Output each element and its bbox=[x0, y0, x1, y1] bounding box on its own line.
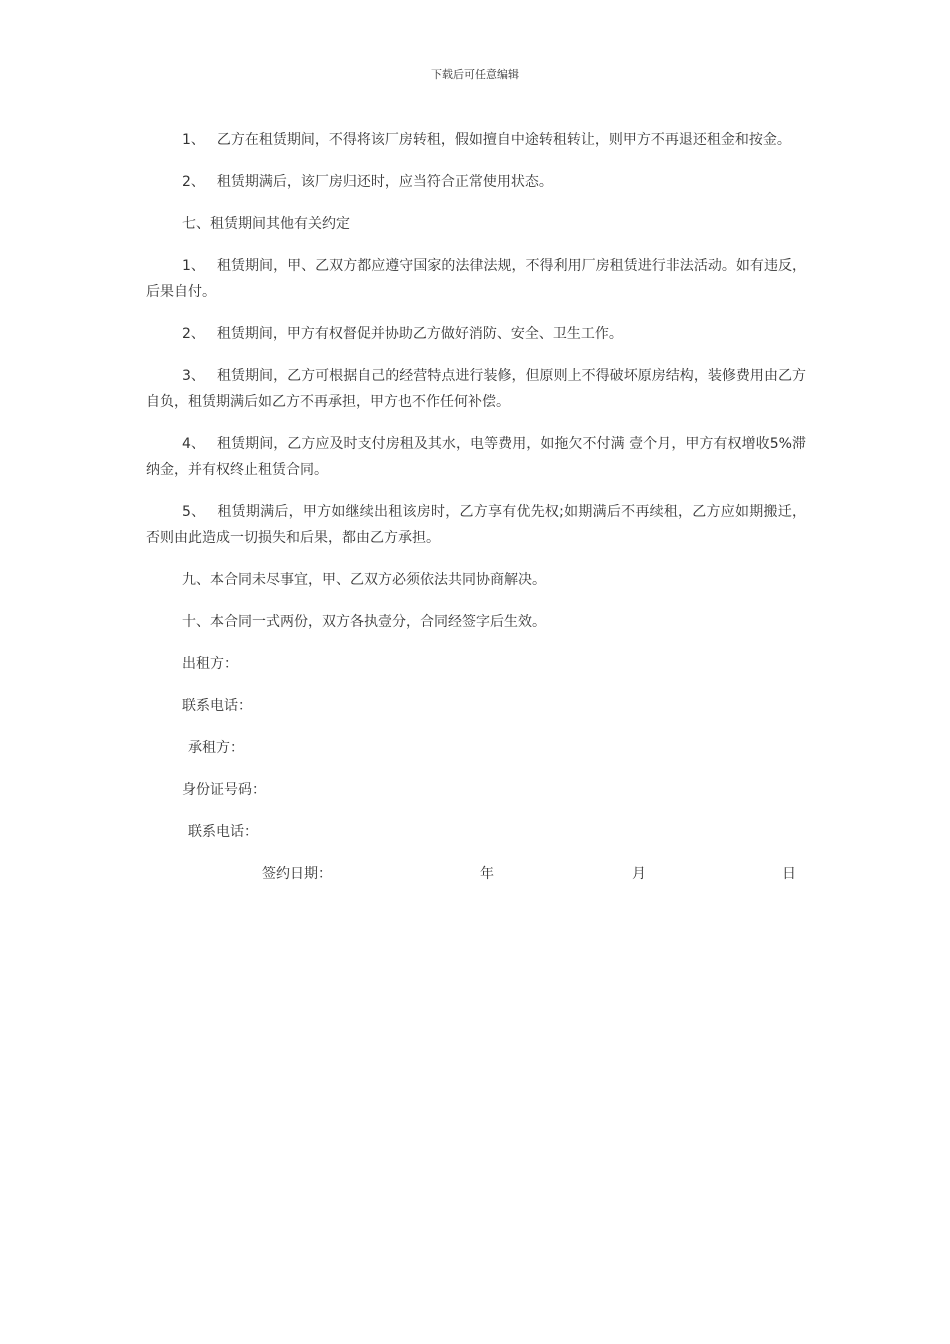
clause-paragraph bbox=[146, 169, 806, 195]
contract-body bbox=[146, 127, 806, 887]
clause-number: 4、 bbox=[182, 436, 206, 452]
clause-text: 租赁期间，甲方有权督促并协助乙方做好消防、安全、卫生工作。 bbox=[216, 326, 623, 342]
clause-text: 租赁期间，乙方可根据自己的经营特点进行装修，但原则上不得破坏原房结构，装修费用由乙方自负，租赁期满后如乙方不再承担，甲方也不作任何补偿。 bbox=[146, 368, 806, 410]
clause-number: 3、 bbox=[182, 368, 205, 384]
lessor-label: 出租方： bbox=[182, 656, 238, 672]
clause-text: 租赁期满后，该厂房归还时，应当符合正常使用状态。 bbox=[216, 174, 553, 190]
clause-text: 租赁期间，甲、乙双方都应遵守国家的法律法规，不得利用厂房租赁进行非法活动。如有违反，后果自付。 bbox=[146, 258, 806, 300]
lessee-phone-label: 联系电话： bbox=[188, 824, 258, 840]
signing-date-label: 签约日期： bbox=[262, 866, 332, 882]
clause-number: 5、 bbox=[182, 504, 206, 520]
clause-paragraph bbox=[146, 321, 806, 347]
page-header: 下载后可任意编辑 bbox=[431, 68, 519, 81]
section-text: 九、本合同未尽事宜，甲、乙双方必须依法共同协商解决。 bbox=[182, 572, 546, 588]
year-label: 年 bbox=[480, 866, 494, 882]
clause-number: 1、 bbox=[182, 258, 205, 274]
lessee-label: 承租方： bbox=[188, 740, 244, 756]
clause-paragraph bbox=[146, 363, 806, 415]
section-heading-text: 七、租赁期间其他有关约定 bbox=[182, 216, 350, 232]
clause-text: 租赁期满后，甲方如继续出租该房时，乙方享有优先权;如期满后不再续租，乙方应如期搬迁，否则由此造成一切损失和后果，都由乙方承担。 bbox=[146, 504, 806, 546]
section-text: 十、本合同一式两份，双方各执壹分，合同经签字后生效。 bbox=[182, 614, 546, 630]
id-number-label: 身份证号码： bbox=[182, 782, 266, 798]
clause-paragraph bbox=[146, 253, 806, 305]
clause-paragraph bbox=[146, 431, 806, 483]
signing-date-line bbox=[146, 861, 806, 887]
day-label: 日 bbox=[782, 866, 796, 882]
clause-number: 1、 bbox=[182, 132, 205, 148]
month-label: 月 bbox=[632, 866, 646, 882]
clause-text: 乙方在租赁期间，不得将该厂房转租，假如擅自中途转租转让，则甲方不再退还租金和按金。 bbox=[216, 132, 791, 148]
clause-text: 租赁期间，乙方应及时支付房租及其水，电等费用，如拖欠不付满 壹个月，甲方有权增收5%滞纳金，并有权终止租赁合同。 bbox=[146, 436, 806, 478]
clause-paragraph bbox=[146, 499, 806, 551]
section-paragraph bbox=[146, 609, 806, 635]
lessor-phone-label: 联系电话： bbox=[182, 698, 252, 714]
clause-paragraph bbox=[146, 127, 806, 153]
section-paragraph bbox=[146, 567, 806, 593]
clause-number: 2、 bbox=[182, 174, 205, 190]
clause-number: 2、 bbox=[182, 326, 205, 342]
section-heading bbox=[146, 211, 806, 237]
